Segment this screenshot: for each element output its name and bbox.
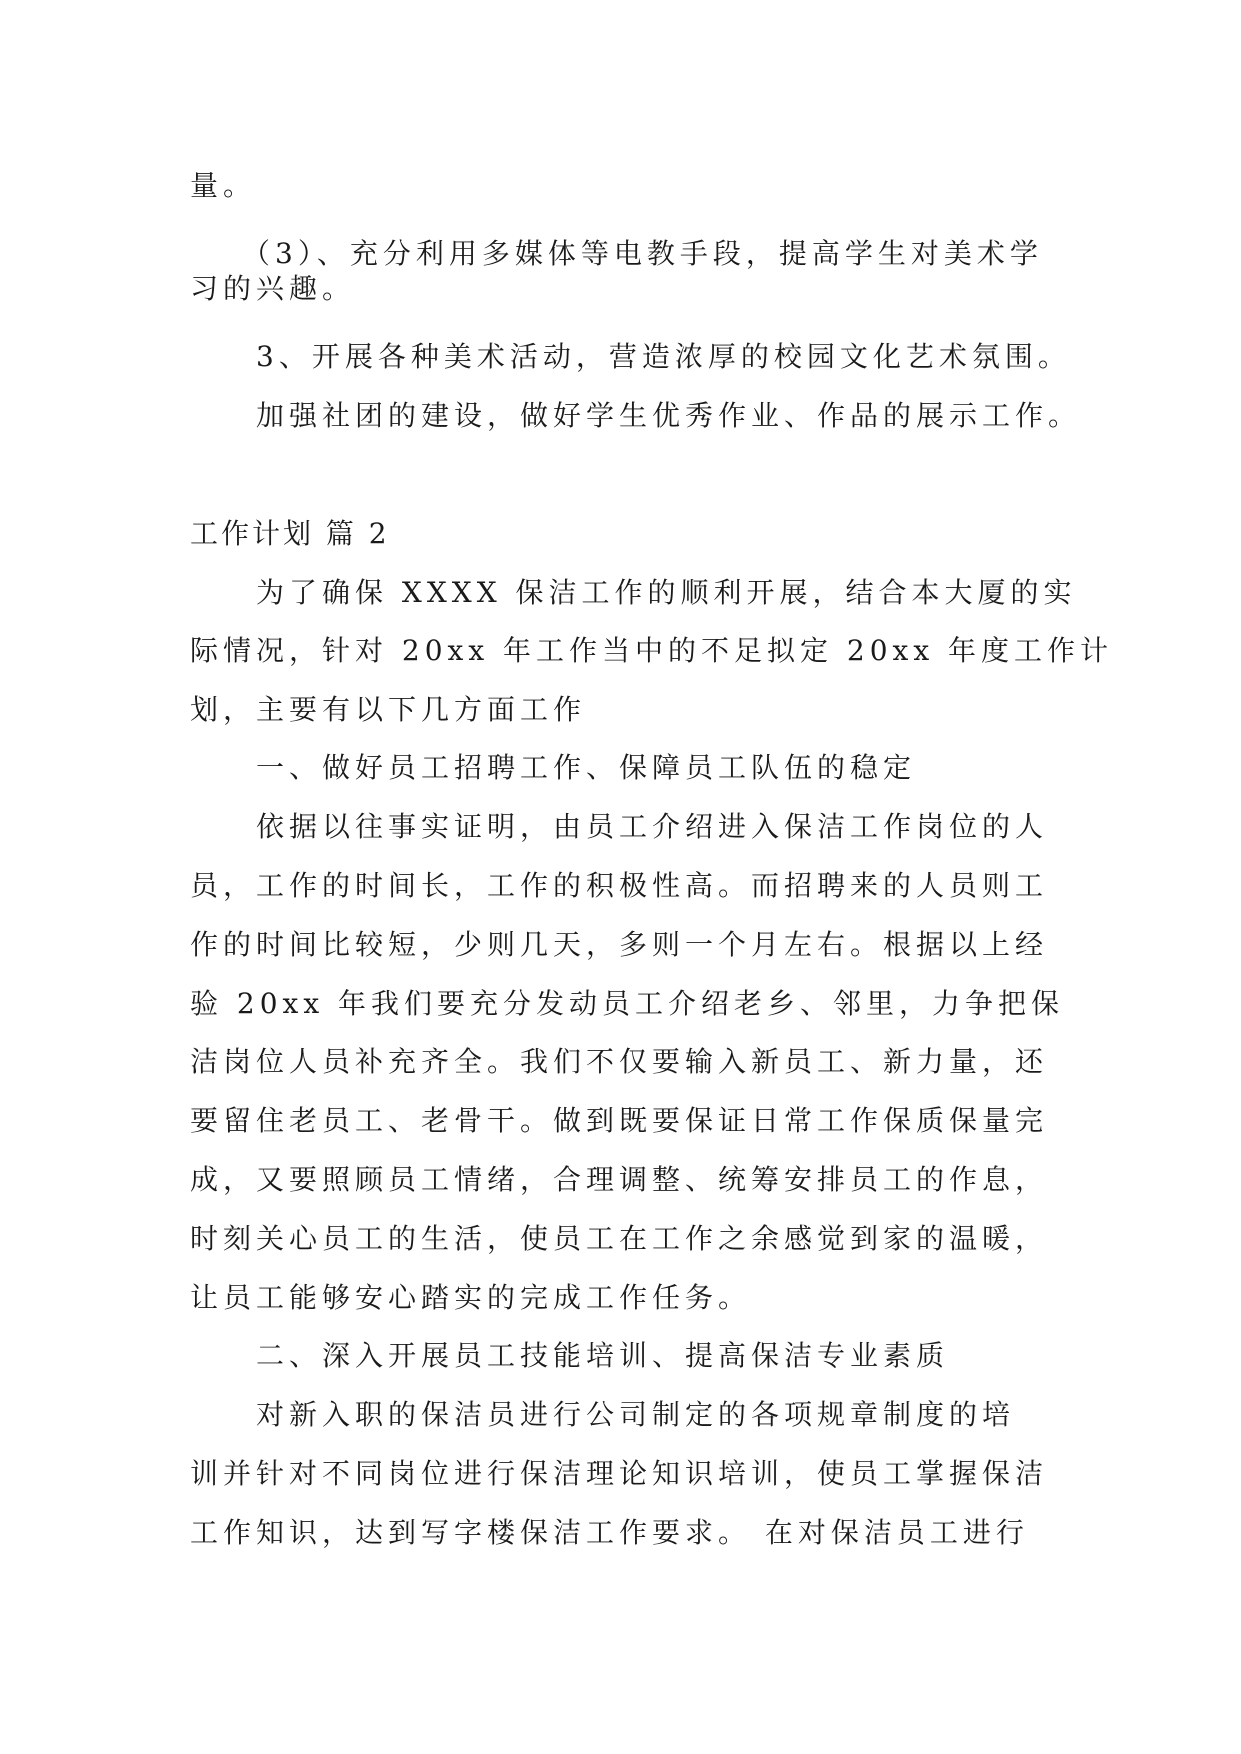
paragraph-line: 对新入职的保洁员进行公司制定的各项规章制度的培 bbox=[256, 1398, 1016, 1431]
paragraph-line: 成，又要照顾员工情绪，合理调整、统筹安排员工的作息， bbox=[190, 1163, 1049, 1196]
paragraph-line: 训并针对不同岗位进行保洁理论知识培训，使员工掌握保洁 bbox=[190, 1457, 1049, 1490]
paragraph-line: 验 20xx 年我们要充分发动员工介绍老乡、邻里，力争把保 bbox=[190, 987, 1065, 1020]
paragraph-line: 洁岗位人员补充齐全。我们不仅要输入新员工、新力量，还 bbox=[190, 1045, 1049, 1078]
paragraph-line: 二、深入开展员工技能培训、提高保洁专业素质 bbox=[256, 1339, 950, 1372]
section-heading: 工作计划 篇 2 bbox=[190, 517, 390, 550]
paragraph-line: 让员工能够安心踏实的完成工作任务。 bbox=[190, 1281, 752, 1314]
paragraph-line: 3、开展各种美术活动，营造浓厚的校园文化艺术氛围。 bbox=[256, 340, 1071, 373]
paragraph-line: 时刻关心员工的生活，使员工在工作之余感觉到家的温暖， bbox=[190, 1222, 1049, 1255]
paragraph-line: 员，工作的时间长，工作的积极性高。而招聘来的人员则工 bbox=[190, 869, 1049, 902]
paragraph-line: 量。 bbox=[190, 169, 257, 202]
paragraph-line: 习的兴趣。 bbox=[190, 272, 356, 305]
paragraph-line: 要留住老员工、老骨干。做到既要保证日常工作保质保量完 bbox=[190, 1104, 1049, 1137]
paragraph-line: 作的时间比较短，少则几天，多则一个月左右。根据以上经 bbox=[190, 928, 1049, 961]
paragraph-line: 际情况，针对 20xx 年工作当中的不足拟定 20xx 年度工作计 bbox=[190, 634, 1114, 667]
paragraph-line: 为了确保 XXXX 保洁工作的顺利开展，结合本大厦的实 bbox=[256, 576, 1077, 609]
paragraph-line: 工作知识，达到写字楼保洁工作要求。 在对保洁员工进行 bbox=[190, 1516, 1029, 1549]
paragraph-line: 加强社团的建设，做好学生优秀作业、作品的展示工作。 bbox=[256, 399, 1082, 432]
paragraph-line: 依据以往事实证明，由员工介绍进入保洁工作岗位的人 bbox=[256, 810, 1049, 843]
paragraph-line: （3）、充分利用多媒体等电教手段，提高学生对美术学 bbox=[242, 237, 1043, 270]
paragraph-line: 划，主要有以下几方面工作 bbox=[190, 693, 587, 726]
paragraph-line: 一、做好员工招聘工作、保障员工队伍的稳定 bbox=[256, 751, 917, 784]
